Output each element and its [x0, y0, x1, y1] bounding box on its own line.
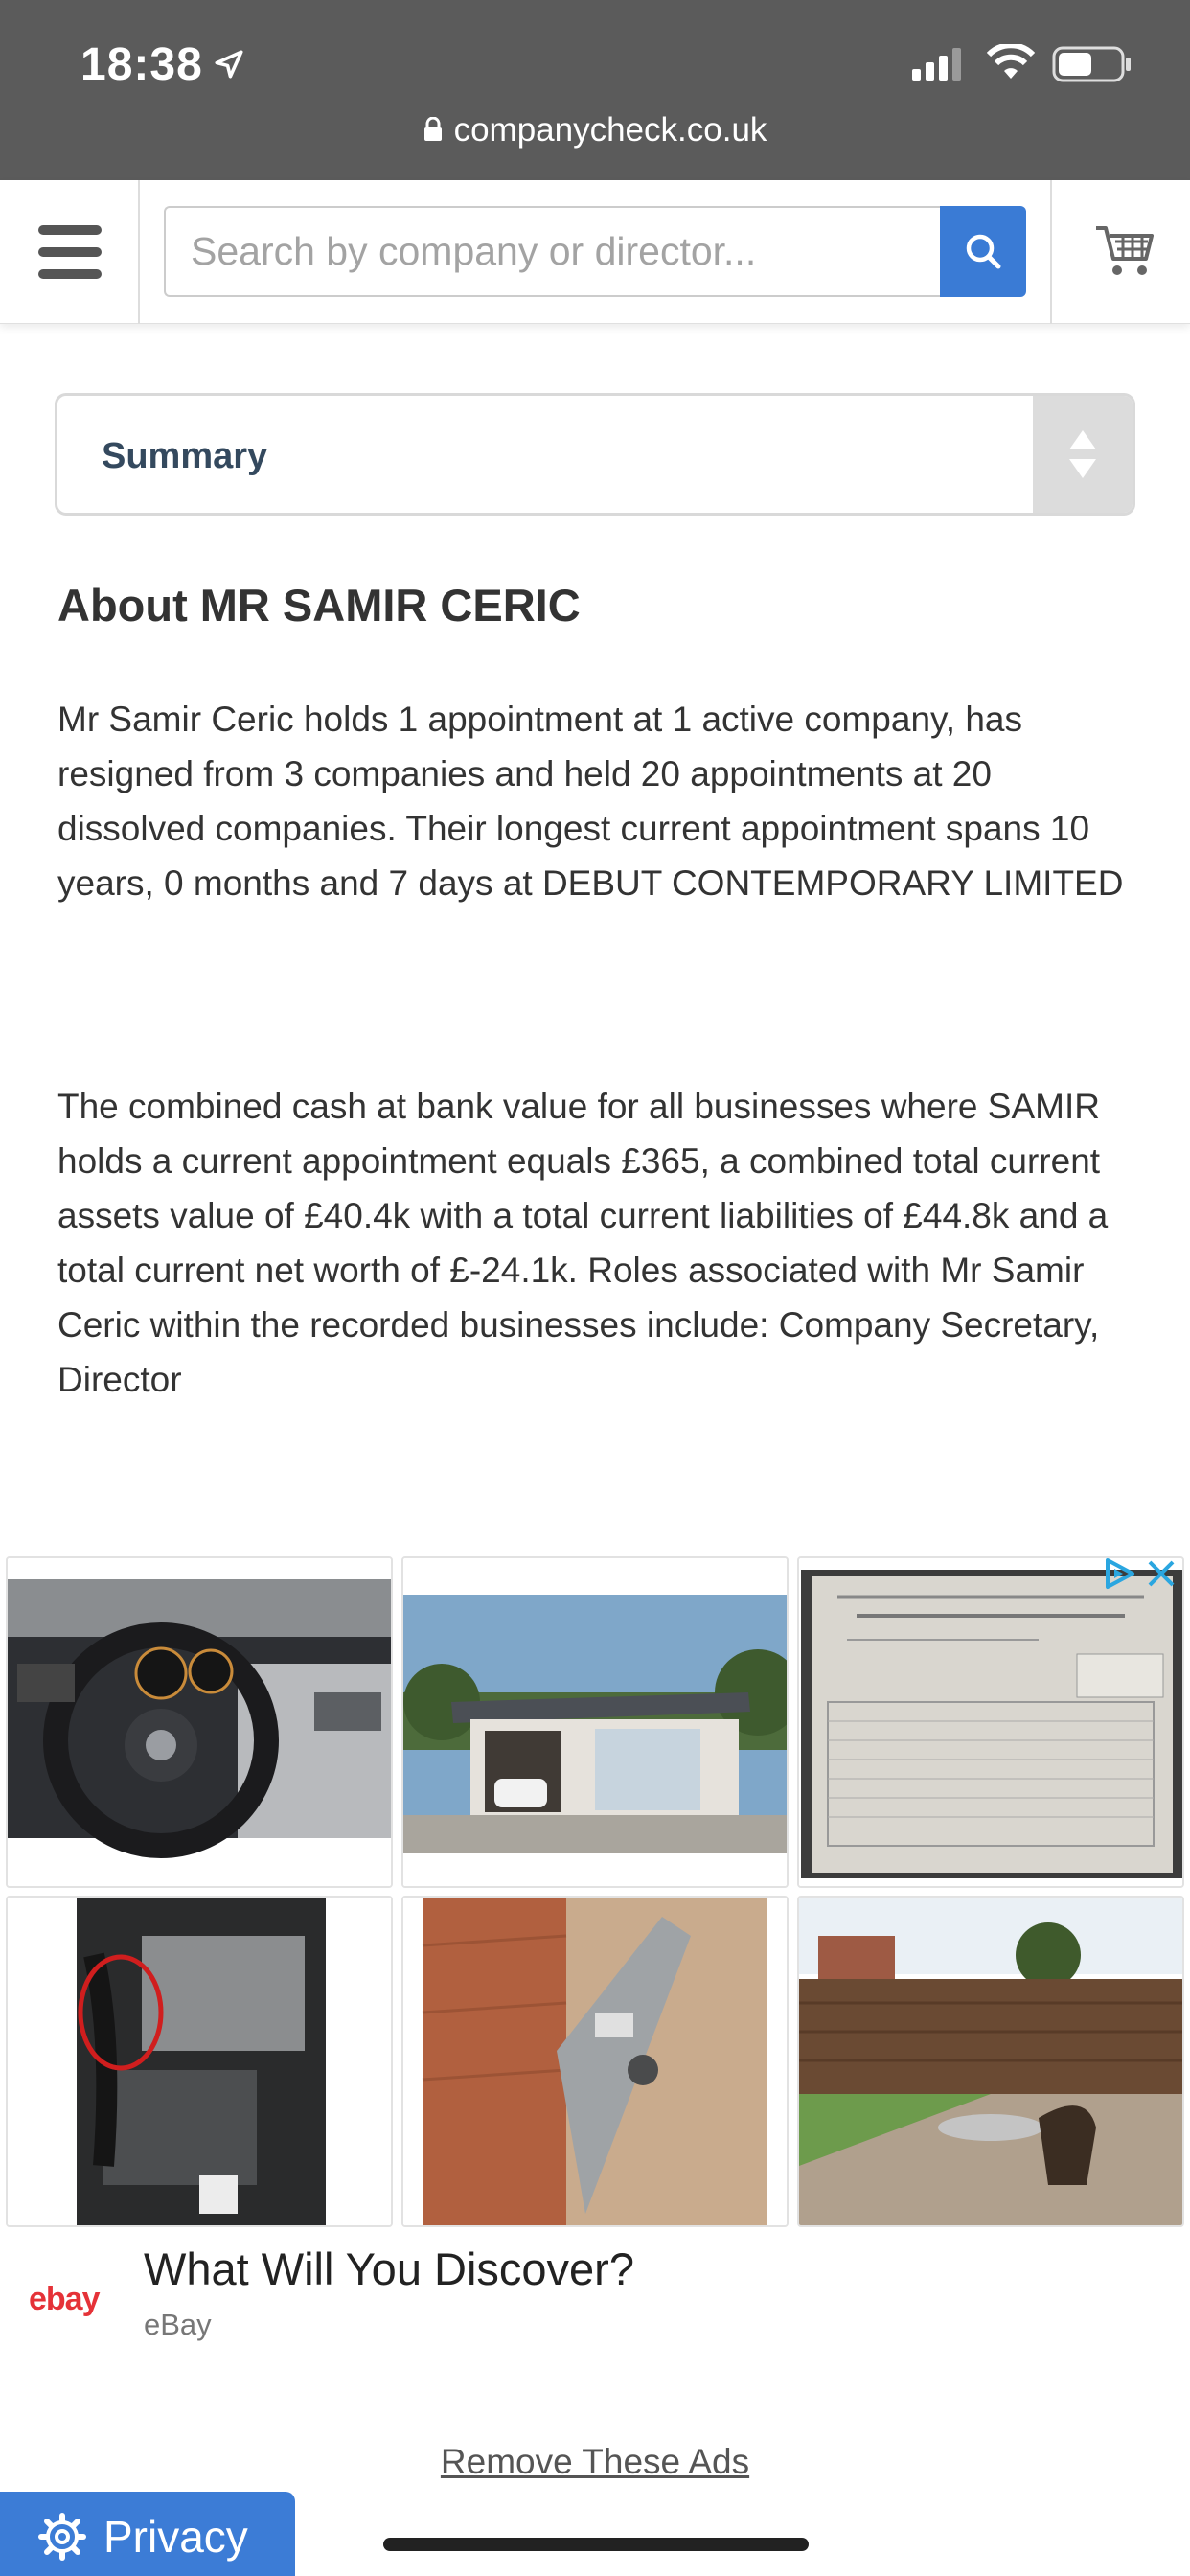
ad-image-brick-vent[interactable] — [401, 1896, 789, 2227]
ad-image-house[interactable] — [401, 1556, 789, 1888]
menu-button[interactable] — [0, 180, 140, 324]
wifi-icon — [987, 44, 1035, 80]
cart-button[interactable] — [1050, 180, 1190, 324]
select-arrow-button[interactable] — [1033, 396, 1133, 513]
modern-house-image — [403, 1558, 789, 1888]
location-arrow-icon — [213, 48, 245, 80]
ad-footer[interactable] — [0, 2233, 1190, 2348]
privacy-label: Privacy — [103, 2512, 248, 2562]
ad-image-document[interactable] — [797, 1556, 1184, 1888]
gear-icon — [38, 2513, 86, 2561]
site-header — [0, 180, 1190, 324]
adchoices-icon[interactable] — [1100, 1556, 1138, 1591]
url-bar[interactable] — [0, 111, 1190, 150]
ad-image-engine[interactable] — [6, 1896, 393, 2227]
section-select-value: Summary — [102, 436, 268, 476]
garden-fence-image — [799, 1898, 1184, 2227]
old-document-image — [799, 1558, 1184, 1888]
ad-image-car-interior[interactable] — [6, 1556, 393, 1888]
close-ad-icon[interactable] — [1146, 1558, 1177, 1589]
car-steering-wheel-image — [8, 1558, 393, 1888]
privacy-button[interactable] — [0, 2492, 295, 2576]
ad-source: eBay — [144, 2308, 212, 2341]
brick-vent-image — [403, 1898, 789, 2227]
url-text: companycheck.co.uk — [453, 111, 767, 149]
battery-icon — [1052, 46, 1133, 82]
search-button[interactable] — [940, 206, 1026, 297]
about-paragraph-financials: The combined cash at bank value for all businesses where SAMIR holds a current appointment equals £365, a combined total current assets value of £40.4k with a total current liabilities of £44.8k and a total current net worth of £-24.1k. Roles associated with Mr Samir Ceric within the recorded businesses include: Company Secretary, Director — [57, 1087, 1109, 1399]
shopping-cart-icon — [1094, 222, 1156, 278]
cellular-signal-icon — [912, 48, 966, 80]
engine-bay-image — [8, 1898, 393, 2227]
section-select[interactable] — [55, 393, 1135, 516]
remove-ads-link[interactable]: Remove These Ads — [440, 2442, 750, 2481]
lock-icon — [423, 117, 443, 142]
search-icon — [963, 231, 1003, 271]
home-indicator[interactable] — [383, 2538, 809, 2551]
hamburger-menu-icon — [38, 225, 102, 279]
status-bar — [0, 0, 1190, 180]
ad-block[interactable] — [6, 1556, 1184, 2229]
ebay-logo: ebay — [29, 2281, 100, 2317]
sort-arrows-icon — [1069, 430, 1096, 478]
about-title: About MR SAMIR CERIC — [57, 580, 581, 631]
ad-headline[interactable]: What Will You Discover? — [144, 2243, 634, 2294]
ad-image-garden-fence[interactable] — [797, 1896, 1184, 2227]
status-time: 18:38 — [80, 39, 203, 90]
search-input[interactable] — [164, 206, 941, 297]
about-paragraph-appointments: Mr Samir Ceric holds 1 appointment at 1 active company, has resigned from 3 companies and held 20 appointments at 20 dissolved companies. Their longest current appointment spans 10 years, 0 months and 7 days at DEBUT CONTEMPORARY LIMITED — [57, 700, 1124, 903]
